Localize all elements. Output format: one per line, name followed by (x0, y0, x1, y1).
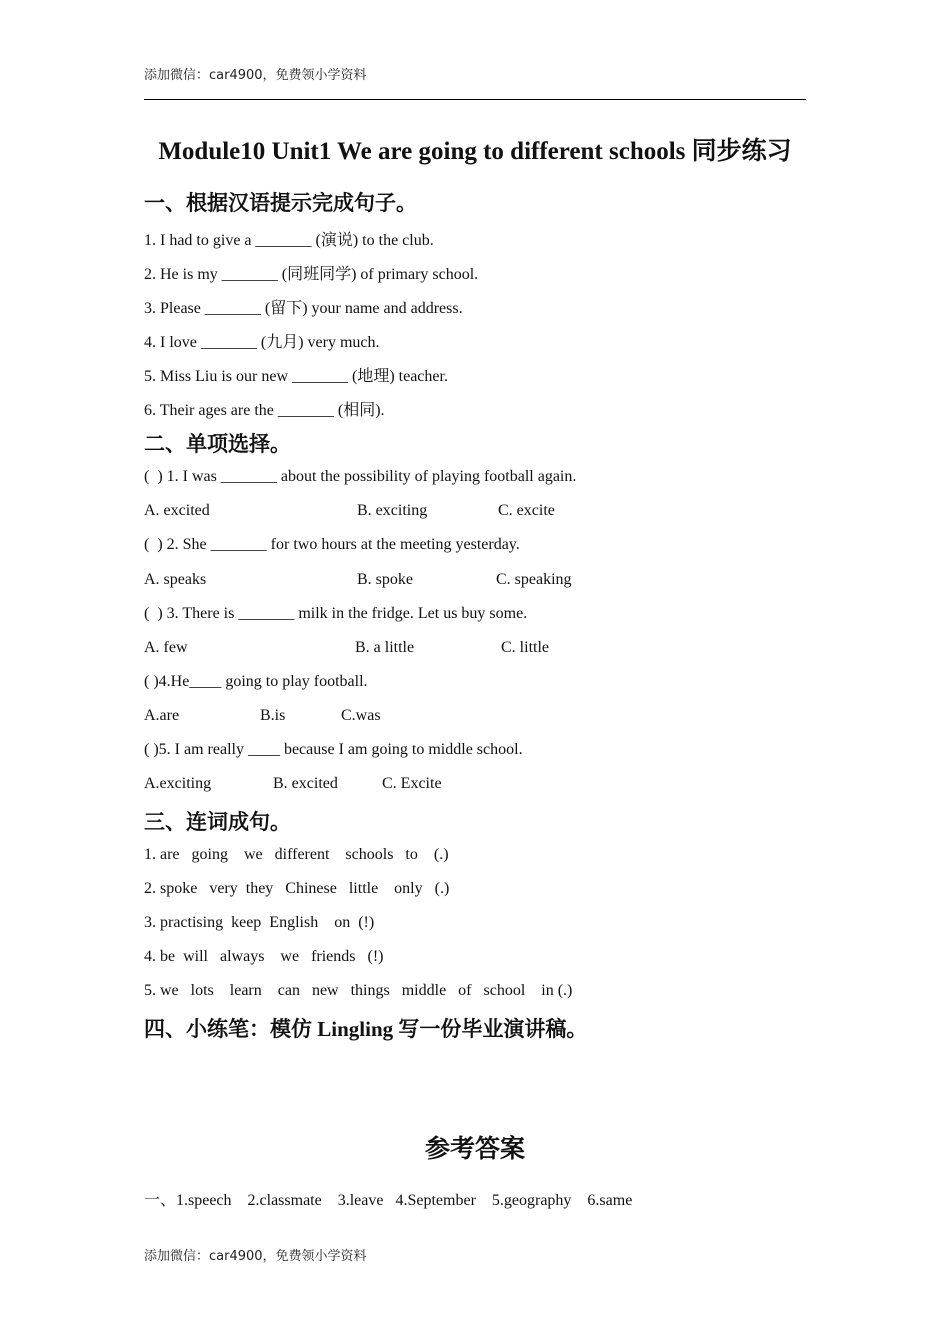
section3-item: 2. spoke very they Chinese little only (.) (144, 880, 450, 897)
question-stem: ( ) 3. There is _______ milk in the fridge. Let us buy some. (144, 605, 528, 622)
question-stem: ( ) 1. I was _______ about the possibility of playing football again. (144, 468, 577, 485)
option-b: B.is (260, 707, 286, 724)
option-a: A. speaks (144, 571, 207, 588)
option-a: A.exciting (144, 775, 212, 792)
section4-heading: 四、小练笔：模仿 Lingling 写一份毕业演讲稿。 (144, 1017, 588, 1041)
option-c: C. Excite (382, 775, 442, 792)
option-b: B. a little (355, 639, 415, 656)
section2-heading: 二、单项选择。 (144, 432, 291, 456)
option-a: A.are (144, 707, 180, 724)
section3-heading: 三、连词成句。 (144, 810, 291, 834)
header-divider (144, 99, 806, 100)
section3-item: 1. are going we different schools to (.) (144, 846, 449, 863)
section1-item: 1. I had to give a _______ (演说) to the club. (144, 232, 434, 249)
answers-line: 一、1.speech 2.classmate 3.leave 4.September 5.geography 6.same (144, 1192, 633, 1209)
section3-item: 3. practising keep English on (!) (144, 914, 375, 931)
section1-item: 5. Miss Liu is our new _______ (地理) teacher. (144, 368, 448, 385)
option-c: C. excite (498, 502, 555, 519)
option-a: A. excited (144, 502, 210, 519)
footer-note: 添加微信：car4900，免费领小学资料 (144, 1249, 367, 1264)
option-c: C. speaking (496, 571, 572, 588)
section1-item: 2. He is my _______ (同班同学) of primary school. (144, 266, 479, 283)
section3-item: 5. we lots learn can new things middle of school in (.) (144, 982, 573, 999)
option-a: A. few (144, 639, 188, 656)
option-b: B. spoke (357, 571, 413, 588)
option-c: C.was (341, 707, 381, 724)
question-stem: ( )5. I am really ____ because I am going to middle school. (144, 741, 523, 758)
section3-item: 4. be will always we friends (!) (144, 948, 384, 965)
section1-item: 6. Their ages are the _______ (相同). (144, 402, 385, 419)
option-b: B. exciting (357, 502, 428, 519)
answers-heading: 参考答案 (424, 1136, 525, 1163)
option-c: C. little (501, 639, 549, 656)
section1-item: 3. Please _______ (留下) your name and address. (144, 300, 463, 317)
option-b: B. excited (273, 775, 338, 792)
page-title: Module10 Unit1 We are going to different schools 同步练习 (158, 138, 792, 165)
question-stem: ( ) 2. She _______ for two hours at the meeting yesterday. (144, 536, 520, 553)
question-stem: ( )4.He____ going to play football. (144, 673, 368, 690)
section1-heading: 一、根据汉语提示完成句子。 (144, 191, 417, 215)
header-note: 添加微信：car4900，免费领小学资料 (144, 68, 367, 83)
section1-item: 4. I love _______ (九月) very much. (144, 334, 380, 351)
